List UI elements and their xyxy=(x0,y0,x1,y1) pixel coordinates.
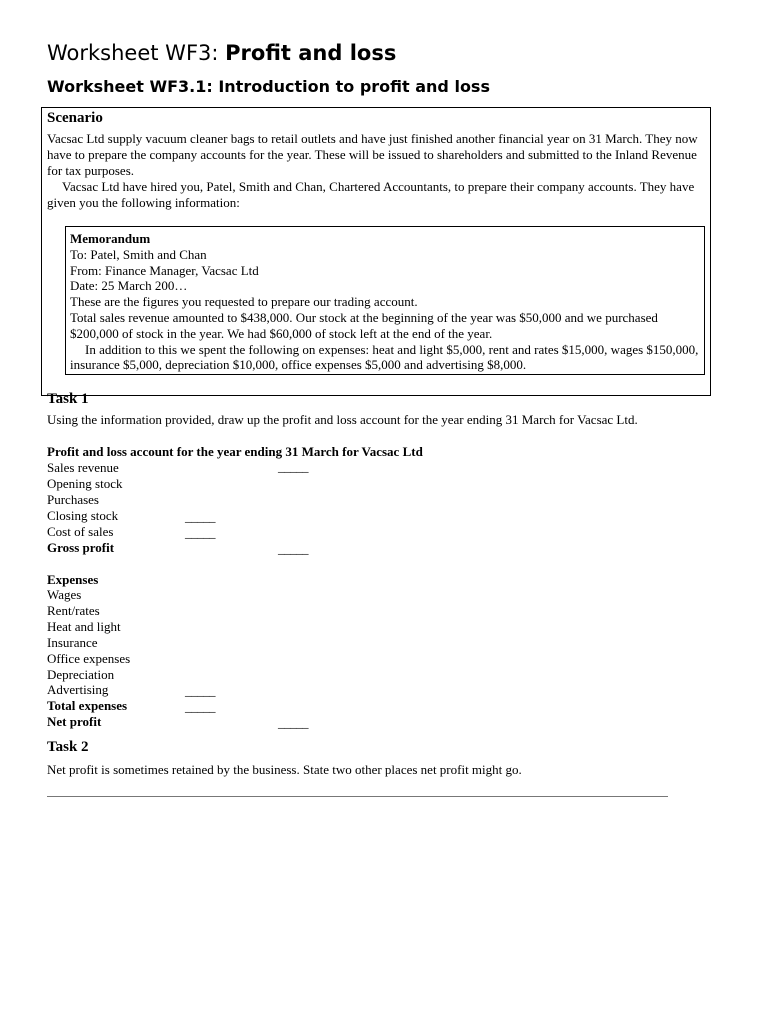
row-opening-stock: Opening stock xyxy=(47,476,123,491)
scenario-paragraph-1: Vacsac Ltd supply vacuum cleaner bags to retail outlets and have just finished another financial year on 31 March. They now have to prepare the company accounts for the year. These will be issued to shareholders and submitted to the Inland Revenue for tax purposes. xyxy=(47,131,698,178)
row-wages: Wages xyxy=(47,587,82,602)
page-title-prefix: Worksheet WF3: xyxy=(47,41,226,65)
task1-title: Task 1 xyxy=(47,391,89,407)
memo-date: Date: 25 March 200… xyxy=(70,278,188,294)
memo-from: From: Finance Manager, Vacsac Ltd xyxy=(70,262,259,278)
blank-total-expenses[interactable]: _____ xyxy=(185,699,215,714)
row-closing-stock: Closing stock xyxy=(47,508,119,523)
memo-line-2: Total sales revenue amounted to $438,000. Our stock at the beginning of the year was $50,000 and we purchased $200,000 of stock in the year. We had $60,000 of stock left at the end of the year. xyxy=(70,309,658,341)
blank-net-profit[interactable]: _____ xyxy=(278,715,308,730)
task2-title: Task 2 xyxy=(47,739,89,755)
scenario-text xyxy=(47,131,709,211)
row-net-profit: Net profit xyxy=(47,714,102,729)
row-cost-of-sales: Cost of sales xyxy=(47,524,114,539)
memo-heading: Memorandum xyxy=(70,231,151,246)
answer-line[interactable] xyxy=(47,796,668,797)
row-purchases: Purchases xyxy=(47,492,99,507)
blank-cost-of-sales[interactable]: _____ xyxy=(185,525,215,540)
row-office-expenses: Office expenses xyxy=(47,651,131,666)
row-sales-revenue: Sales revenue xyxy=(47,460,119,475)
row-insurance: Insurance xyxy=(47,635,98,650)
blank-sales-revenue[interactable]: _____ xyxy=(278,459,308,474)
row-rent-rates: Rent/rates xyxy=(47,603,100,618)
blank-closing-stock[interactable]: _____ xyxy=(185,509,215,524)
task2-question: Net profit is sometimes retained by the business. State two other places net profit might go. xyxy=(47,762,522,777)
scenario-title: Scenario xyxy=(47,110,103,126)
row-expenses-heading: Expenses xyxy=(47,572,99,587)
scenario-paragraph-2: Vacsac Ltd have hired you, Patel, Smith and Chan, Chartered Accountants, to prepare their company accounts. They have given you the following information: xyxy=(47,179,695,210)
memo-to: To: Patel, Smith and Chan xyxy=(70,246,207,262)
account-title: Profit and loss account for the year ending 31 March for Vacsac Ltd xyxy=(47,444,423,459)
page-subtitle: Worksheet WF3.1: Introduction to profit and loss xyxy=(47,77,490,96)
blank-gross-profit[interactable]: _____ xyxy=(278,541,308,556)
memorandum xyxy=(70,231,702,373)
memo-line-3: In addition to this we spent the following on expenses: heat and light $5,000, rent and rates $15,000, wages $150,000, insurance $5,000, depreciation $10,000, office expenses $5,000 and advertising $8,000. xyxy=(70,341,699,373)
blank-advertising[interactable]: _____ xyxy=(185,683,215,698)
task1-instruction: Using the information provided, draw up the profit and loss account for the year ending 31 March for Vacsac Ltd. xyxy=(47,412,638,427)
row-advertising: Advertising xyxy=(47,682,109,697)
row-total-expenses: Total expenses xyxy=(47,698,128,713)
page-title xyxy=(47,41,396,65)
row-gross-profit: Gross profit xyxy=(47,540,115,555)
memo-line-1: These are the figures you requested to prepare our trading account. xyxy=(70,294,418,310)
row-depreciation: Depreciation xyxy=(47,667,115,682)
page-title-bold: Profit and loss xyxy=(225,41,397,65)
row-heat-light: Heat and light xyxy=(47,619,121,634)
